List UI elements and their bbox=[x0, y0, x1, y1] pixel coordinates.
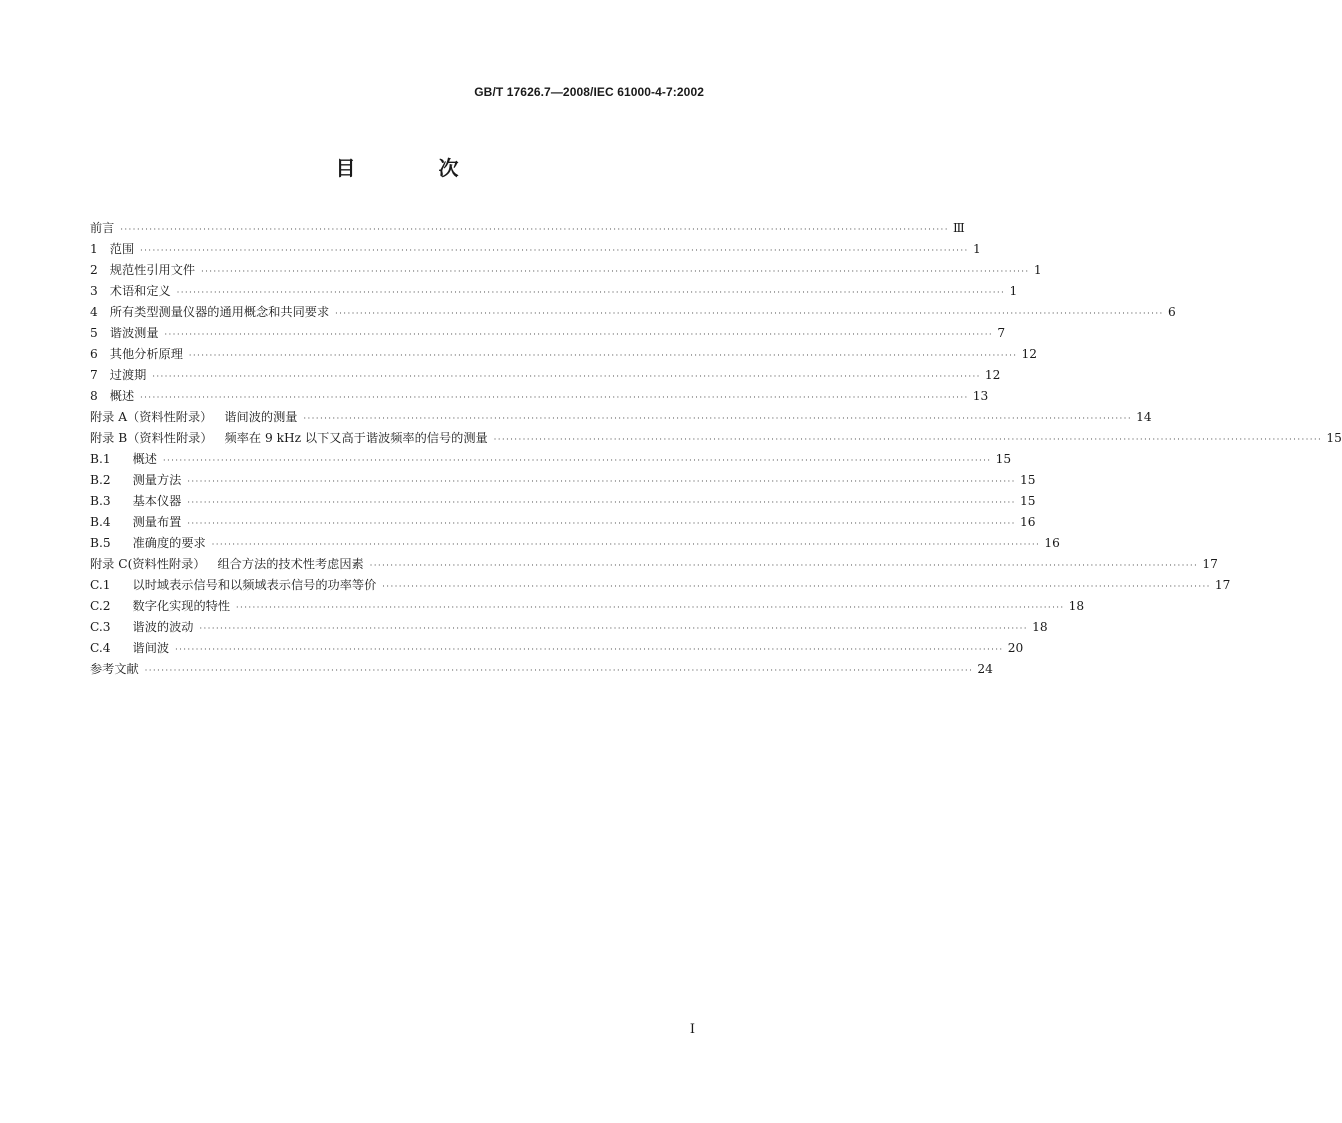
toc-entry[interactable] bbox=[90, 407, 1152, 428]
toc-entry-number: B.4 bbox=[90, 515, 111, 529]
toc-entry-title: 规范性引用文件 bbox=[109, 263, 196, 277]
toc-leader-dots: ········································································································································································································ bbox=[187, 519, 1016, 528]
toc-entry-page: Ⅲ bbox=[952, 221, 965, 235]
toc-entry[interactable] bbox=[90, 554, 1218, 575]
toc-entry-page: 16 bbox=[1044, 536, 1060, 550]
toc-leader-dots: ········································································································································································································ bbox=[152, 372, 981, 381]
toc-entry[interactable] bbox=[90, 386, 989, 407]
toc-entry-page: 17 bbox=[1214, 578, 1231, 592]
toc-entry-label bbox=[90, 386, 134, 407]
toc-entry-page: 20 bbox=[1007, 641, 1024, 655]
toc-entry-number: 附录 C(资料性附录） bbox=[90, 557, 206, 571]
toc-entry[interactable] bbox=[90, 323, 1006, 344]
toc-leader-dots: ········································································································································································································ bbox=[188, 351, 1018, 360]
toc-entry-label bbox=[90, 533, 206, 554]
toc-leader-dots: ········································································································································································································ bbox=[335, 309, 1164, 318]
toc-entry-label bbox=[90, 365, 146, 386]
toc-entry-page: 24 bbox=[977, 662, 993, 676]
toc-leader-dots: ········································································································································································································ bbox=[144, 666, 974, 675]
toc-leader-dots: ········································································································································································································ bbox=[120, 225, 949, 234]
toc-entry-label bbox=[90, 470, 181, 491]
toc-entry-number: C.2 bbox=[90, 599, 111, 613]
toc-entry-label bbox=[90, 344, 183, 365]
toc-entry-page: 7 bbox=[997, 326, 1006, 340]
toc-entry-label bbox=[90, 239, 134, 260]
toc-entry-label bbox=[90, 449, 157, 470]
toc-entry-title: 频率在 9 kHz 以下又高于谐波频率的信号的测量 bbox=[224, 431, 488, 445]
toc-leader-dots: ········································································································································································································ bbox=[164, 330, 994, 339]
toc-entry-title: 概述 bbox=[109, 389, 135, 403]
toc-entry-page: 1 bbox=[1009, 284, 1018, 298]
toc-entry[interactable] bbox=[90, 491, 1036, 512]
toc-leader-dots: ········································································································································································································ bbox=[493, 435, 1323, 444]
toc-entry[interactable] bbox=[90, 302, 1176, 323]
toc-entry-number: 附录 A（资料性附录） bbox=[90, 410, 213, 424]
toc-entry-title: 谐间波的测量 bbox=[224, 410, 298, 424]
toc-entry-label bbox=[90, 659, 139, 680]
toc-entry[interactable] bbox=[90, 575, 1231, 596]
toc-entry-number: 5 bbox=[90, 326, 98, 340]
toc-entry-label bbox=[90, 281, 171, 302]
toc-entry-page: 15 bbox=[995, 452, 1012, 466]
toc-entry-number: B.5 bbox=[90, 536, 111, 550]
toc-entry-number: C.1 bbox=[90, 578, 111, 592]
toc-entry-page: 6 bbox=[1167, 305, 1176, 319]
toc-entry[interactable] bbox=[90, 512, 1036, 533]
toc-leader-dots: ········································································································································································································ bbox=[199, 624, 1029, 633]
toc-entry[interactable] bbox=[90, 449, 1012, 470]
page-number-footer: I bbox=[689, 1022, 695, 1037]
toc-leader-dots: ········································································································································································································ bbox=[140, 393, 969, 402]
toc-entry-page: 18 bbox=[1032, 620, 1048, 634]
toc-entry-label bbox=[90, 218, 114, 239]
toc-entry[interactable] bbox=[90, 617, 1048, 638]
toc-entry-title: 概述 bbox=[132, 452, 157, 466]
toc-leader-dots: ········································································································································································································ bbox=[201, 267, 1030, 276]
toc-entry-label bbox=[90, 554, 364, 575]
toc-entry-page: 1 bbox=[972, 242, 981, 256]
toc-entry[interactable] bbox=[90, 533, 1060, 554]
toc-entry-label bbox=[90, 512, 181, 533]
toc-entry-label bbox=[90, 575, 376, 596]
toc-entry-label bbox=[90, 428, 488, 449]
toc-entry-label bbox=[90, 302, 329, 323]
toc-entry-number: B.3 bbox=[90, 494, 111, 508]
toc-entry-title: 谐波测量 bbox=[109, 326, 159, 340]
toc-entry-title: 谐间波 bbox=[132, 641, 170, 655]
toc-entry-number: 1 bbox=[90, 242, 98, 256]
toc-entry-label bbox=[90, 638, 169, 659]
toc-entry-number: 4 bbox=[90, 305, 98, 319]
toc-entry[interactable] bbox=[90, 281, 1018, 302]
toc-entry-page: 15 bbox=[1326, 431, 1342, 445]
table-of-contents bbox=[90, 218, 1342, 680]
toc-leader-dots: ········································································································································································································ bbox=[303, 414, 1133, 423]
toc-entry-title: 过渡期 bbox=[109, 368, 147, 382]
toc-entry-title: 所有类型测量仪器的通用概念和共同要求 bbox=[109, 305, 330, 319]
toc-leader-dots: ········································································································································································································ bbox=[236, 603, 1065, 612]
toc-entry-title: 准确度的要求 bbox=[132, 536, 206, 550]
toc-entry[interactable] bbox=[90, 239, 981, 260]
toc-entry[interactable] bbox=[90, 638, 1024, 659]
toc-entry-page: 1 bbox=[1033, 263, 1042, 277]
toc-leader-dots: ········································································································································································································ bbox=[382, 582, 1211, 591]
toc-entry[interactable] bbox=[90, 596, 1085, 617]
toc-entry-title: 测量方法 bbox=[132, 473, 182, 487]
toc-entry-label bbox=[90, 407, 298, 428]
toc-leader-dots: ········································································································································································································ bbox=[369, 561, 1199, 570]
toc-entry-number: 7 bbox=[90, 368, 98, 382]
toc-entry[interactable] bbox=[90, 659, 993, 680]
toc-entry-number: C.4 bbox=[90, 641, 111, 655]
toc-entry-number: 3 bbox=[90, 284, 98, 298]
toc-entry-page: 12 bbox=[1021, 347, 1037, 361]
toc-entry-title: 参考文献 bbox=[90, 662, 139, 676]
toc-entry-number: C.3 bbox=[90, 620, 111, 634]
toc-entry[interactable] bbox=[90, 365, 1001, 386]
toc-entry[interactable] bbox=[90, 344, 1037, 365]
toc-entry-title: 谐波的波动 bbox=[132, 620, 194, 634]
toc-leader-dots: ········································································································································································································ bbox=[187, 477, 1016, 486]
toc-entry-label bbox=[90, 260, 195, 281]
toc-entry-page: 17 bbox=[1202, 557, 1218, 571]
toc-entry-number: 附录 B（资料性附录） bbox=[90, 431, 213, 445]
toc-entry-title: 术语和定义 bbox=[109, 284, 171, 298]
toc-entry-page: 16 bbox=[1019, 515, 1036, 529]
toc-leader-dots: ········································································································································································································ bbox=[175, 645, 1004, 654]
toc-leader-dots: ········································································································································································································ bbox=[176, 288, 1006, 297]
toc-leader-dots: ········································································································································································································ bbox=[140, 246, 969, 255]
toc-entry-title: 组合方法的技术性考虑因素 bbox=[217, 557, 364, 571]
toc-entry-label bbox=[90, 617, 193, 638]
toc-entry-number: 2 bbox=[90, 263, 98, 277]
toc-entry-page: 13 bbox=[972, 389, 989, 403]
toc-entry-title: 测量布置 bbox=[132, 515, 182, 529]
toc-entry-title: 基本仪器 bbox=[132, 494, 182, 508]
toc-entry-number: B.1 bbox=[90, 452, 111, 466]
toc-entry-title: 以时域表示信号和以频域表示信号的功率等价 bbox=[132, 578, 377, 592]
toc-entry-number: B.2 bbox=[90, 473, 111, 487]
toc-entry-page: 14 bbox=[1136, 410, 1152, 424]
standard-code-header: GB/T 17626.7—2008/IEC 61000-4-7:2002 bbox=[474, 85, 704, 99]
toc-entry-title: 范围 bbox=[109, 242, 135, 256]
toc-entry[interactable] bbox=[90, 218, 965, 239]
toc-entry-page: 18 bbox=[1068, 599, 1085, 613]
toc-entry-page: 15 bbox=[1019, 473, 1036, 487]
toc-entry-label bbox=[90, 491, 181, 512]
toc-leader-dots: ········································································································································································································ bbox=[162, 456, 992, 465]
toc-entry-page: 15 bbox=[1019, 494, 1036, 508]
toc-entry[interactable] bbox=[90, 260, 1042, 281]
toc-entry-title: 其他分析原理 bbox=[109, 347, 183, 361]
toc-entry-title: 数字化实现的特性 bbox=[132, 599, 231, 613]
toc-entry-page: 12 bbox=[984, 368, 1001, 382]
toc-entry-label bbox=[90, 596, 230, 617]
toc-entry-label bbox=[90, 323, 159, 344]
toc-entry[interactable] bbox=[90, 470, 1036, 491]
page-title: 目 次 bbox=[335, 156, 497, 180]
toc-leader-dots: ········································································································································································································ bbox=[187, 498, 1016, 507]
toc-entry[interactable] bbox=[90, 428, 1342, 449]
toc-entry-number: 8 bbox=[90, 389, 98, 403]
toc-entry-number: 6 bbox=[90, 347, 98, 361]
toc-leader-dots: ········································································································································································································ bbox=[211, 540, 1041, 549]
toc-entry-title: 前言 bbox=[90, 221, 115, 235]
